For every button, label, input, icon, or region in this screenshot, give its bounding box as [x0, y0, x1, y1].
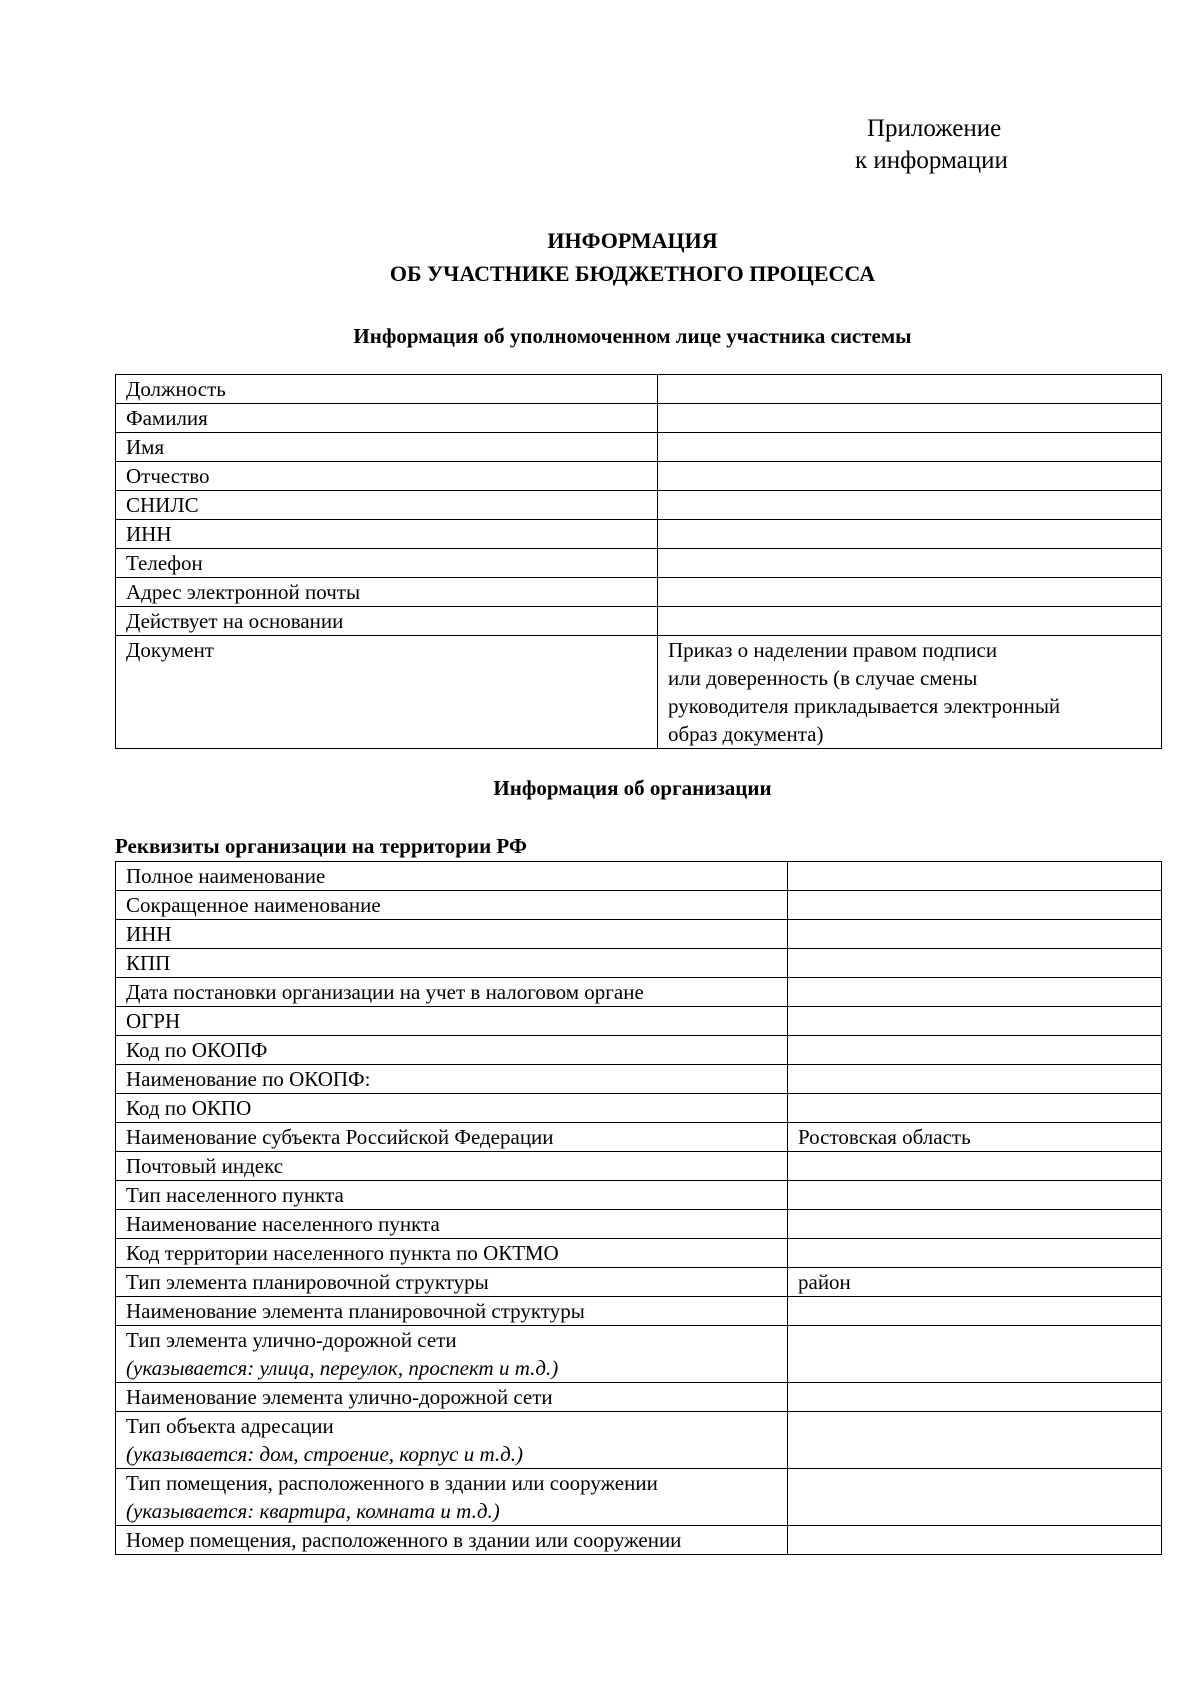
appendix-note: [855, 113, 1008, 177]
table-row: [116, 520, 1162, 549]
table-row: [116, 1383, 1162, 1412]
table-row: [116, 1036, 1162, 1065]
table-row: [116, 1326, 1162, 1383]
field-label-cell: [116, 1036, 788, 1065]
field-value-cell: [658, 404, 1162, 433]
field-label: Тип помещения, расположенного в здании или сооружении: [126, 1471, 658, 1495]
field-label-cell: [116, 1152, 788, 1181]
field-value-cell: [788, 1383, 1162, 1412]
field-label: Тип населенного пункта: [126, 1183, 344, 1207]
field-label-cell: [116, 520, 658, 549]
field-value-cell: [658, 375, 1162, 404]
field-label: Отчество: [126, 464, 210, 488]
table-row: [116, 949, 1162, 978]
appendix-line-1: Приложение: [867, 115, 1002, 142]
field-value-cell: [658, 433, 1162, 462]
section-authorized-person-title: Информация об уполномоченном лице участника системы: [353, 324, 912, 348]
field-value-cell: [788, 1469, 1162, 1526]
field-label-cell: [116, 1007, 788, 1036]
field-label-cell: [116, 404, 658, 433]
table-row: [116, 1123, 1162, 1152]
field-label: Код по ОКПО: [126, 1096, 252, 1120]
field-value-cell: [788, 978, 1162, 1007]
field-label: Тип элемента улично-дорожной сети: [126, 1328, 457, 1352]
table-row: [116, 862, 1162, 891]
field-label-cell: [116, 1210, 788, 1239]
field-value-cell: [658, 549, 1162, 578]
field-label-cell: [116, 1268, 788, 1297]
section-organization-title: Информация об организации: [493, 776, 772, 800]
table-row: [116, 920, 1162, 949]
field-value-cell: [788, 1412, 1162, 1469]
field-label: Полное наименование: [126, 864, 326, 888]
table-row: [116, 1297, 1162, 1326]
field-label: Код по ОКОПФ: [126, 1038, 268, 1062]
field-label: Действует на основании: [126, 609, 344, 633]
field-label-cell: [116, 433, 658, 462]
field-value-cell: [788, 1268, 1162, 1297]
field-value-cell: [788, 1007, 1162, 1036]
field-value-cell: [788, 1239, 1162, 1268]
field-label: Адрес электронной почты: [126, 580, 361, 604]
field-value-cell: [788, 949, 1162, 978]
field-label-cell: [116, 1239, 788, 1268]
table-row: [116, 1152, 1162, 1181]
organization-requisites-table: [115, 861, 1162, 1555]
field-value-cell: [788, 1297, 1162, 1326]
field-label: Номер помещения, расположенного в здании или сооружении: [126, 1528, 682, 1552]
table-row: [116, 375, 1162, 404]
field-value-cell: [658, 491, 1162, 520]
field-label-cell: [116, 1469, 788, 1526]
table-row: [116, 1007, 1162, 1036]
organization-requisites-subtitle: Реквизиты организации на территории РФ: [115, 834, 527, 858]
field-value: район: [798, 1270, 851, 1294]
field-value-cell: [658, 520, 1162, 549]
field-label-cell: [116, 862, 788, 891]
field-value-cell: [788, 1094, 1162, 1123]
field-label-cell: [116, 920, 788, 949]
field-value-cell: [788, 1326, 1162, 1383]
table-row: [116, 1469, 1162, 1526]
field-label: Наименование субъекта Российской Федерации: [126, 1125, 554, 1149]
field-label-cell: [116, 1065, 788, 1094]
field-value-cell: [788, 1036, 1162, 1065]
field-hint: (указывается: дом, строение, корпус и т.д.): [126, 1442, 524, 1466]
field-label-cell: [116, 1383, 788, 1412]
field-label: КПП: [126, 951, 171, 975]
field-value-cell: [658, 462, 1162, 491]
field-label-cell: [116, 549, 658, 578]
field-label: Документ: [126, 638, 214, 662]
field-value-line: Приказ о наделении правом подписи: [668, 638, 998, 662]
field-label: Телефон: [126, 551, 203, 575]
field-value-line: образ документа): [668, 722, 824, 746]
field-label: Почтовый индекс: [126, 1154, 284, 1178]
field-label-cell: [116, 491, 658, 520]
field-label: Наименование населенного пункта: [126, 1212, 440, 1236]
table-row: [116, 404, 1162, 433]
document-title-line-1: ИНФОРМАЦИЯ: [547, 228, 718, 253]
field-label-cell: [116, 375, 658, 404]
table-row: [116, 978, 1162, 1007]
field-label: ИНН: [126, 922, 172, 946]
document-title-line-2: ОБ УЧАСТНИКЕ БЮДЖЕТНОГО ПРОЦЕССА: [389, 261, 876, 286]
authorized-person-table: [115, 374, 1162, 749]
field-label: Имя: [126, 435, 165, 459]
field-value-cell: [658, 607, 1162, 636]
table-row: [116, 1412, 1162, 1469]
field-label-cell: [116, 1412, 788, 1469]
field-label-cell: [116, 578, 658, 607]
field-label: ОГРН: [126, 1009, 181, 1033]
field-label: Наименование элемента планировочной структуры: [126, 1299, 585, 1323]
field-label: Тип объекта адресации: [126, 1414, 334, 1438]
field-value-cell: [788, 891, 1162, 920]
table-row: [116, 578, 1162, 607]
field-hint: (указывается: квартира, комната и т.д.): [126, 1499, 500, 1523]
field-label: Тип элемента планировочной структуры: [126, 1270, 489, 1294]
field-value-cell: [788, 1152, 1162, 1181]
field-value-line: руководителя прикладывается электронный: [668, 694, 1061, 718]
table-row: [116, 433, 1162, 462]
table-row: [116, 1210, 1162, 1239]
field-value-line: или доверенность (в случае смены: [668, 666, 978, 690]
field-value-cell: [788, 1181, 1162, 1210]
field-label-cell: [116, 636, 658, 749]
table-row: [116, 1526, 1162, 1555]
appendix-line-2: к информации: [855, 147, 1008, 174]
field-label-cell: [116, 1297, 788, 1326]
field-label: Дата постановки организации на учет в налоговом органе: [126, 980, 644, 1004]
field-label-cell: [116, 1123, 788, 1152]
field-value-cell: [788, 1065, 1162, 1094]
field-value-cell: [788, 1123, 1162, 1152]
field-label: Сокращенное наименование: [126, 893, 381, 917]
table-row: [116, 1181, 1162, 1210]
field-label-cell: [116, 462, 658, 491]
field-value-cell: [658, 578, 1162, 607]
document-title: [0, 224, 1200, 290]
table-row: [116, 1094, 1162, 1123]
field-label-cell: [116, 978, 788, 1007]
field-label: Должность: [126, 377, 226, 401]
table-row: [116, 1239, 1162, 1268]
table-row: [116, 891, 1162, 920]
table-row: [116, 1065, 1162, 1094]
field-value-cell: [788, 1526, 1162, 1555]
table-row: [116, 607, 1162, 636]
field-label-cell: [116, 1181, 788, 1210]
field-hint: (указывается: улица, переулок, проспект и т.д.): [126, 1356, 559, 1380]
field-value-cell: [788, 1210, 1162, 1239]
field-label: Фамилия: [126, 406, 208, 430]
field-label-cell: [116, 607, 658, 636]
field-value-cell: [658, 636, 1162, 749]
table-row: [116, 636, 1162, 749]
field-label: Наименование элемента улично-дорожной сети: [126, 1385, 553, 1409]
field-value: Ростовская область: [798, 1125, 971, 1149]
field-label-cell: [116, 949, 788, 978]
field-label-cell: [116, 891, 788, 920]
table-row: [116, 491, 1162, 520]
field-label-cell: [116, 1326, 788, 1383]
field-label: СНИЛС: [126, 493, 199, 517]
table-row: [116, 1268, 1162, 1297]
field-label-cell: [116, 1526, 788, 1555]
field-value-cell: [788, 862, 1162, 891]
field-value-cell: [788, 920, 1162, 949]
field-label: Наименование по ОКОПФ:: [126, 1067, 371, 1091]
field-label: ИНН: [126, 522, 172, 546]
field-label: Код территории населенного пункта по ОКТМО: [126, 1241, 559, 1265]
table-row: [116, 549, 1162, 578]
table-row: [116, 462, 1162, 491]
field-label-cell: [116, 1094, 788, 1123]
